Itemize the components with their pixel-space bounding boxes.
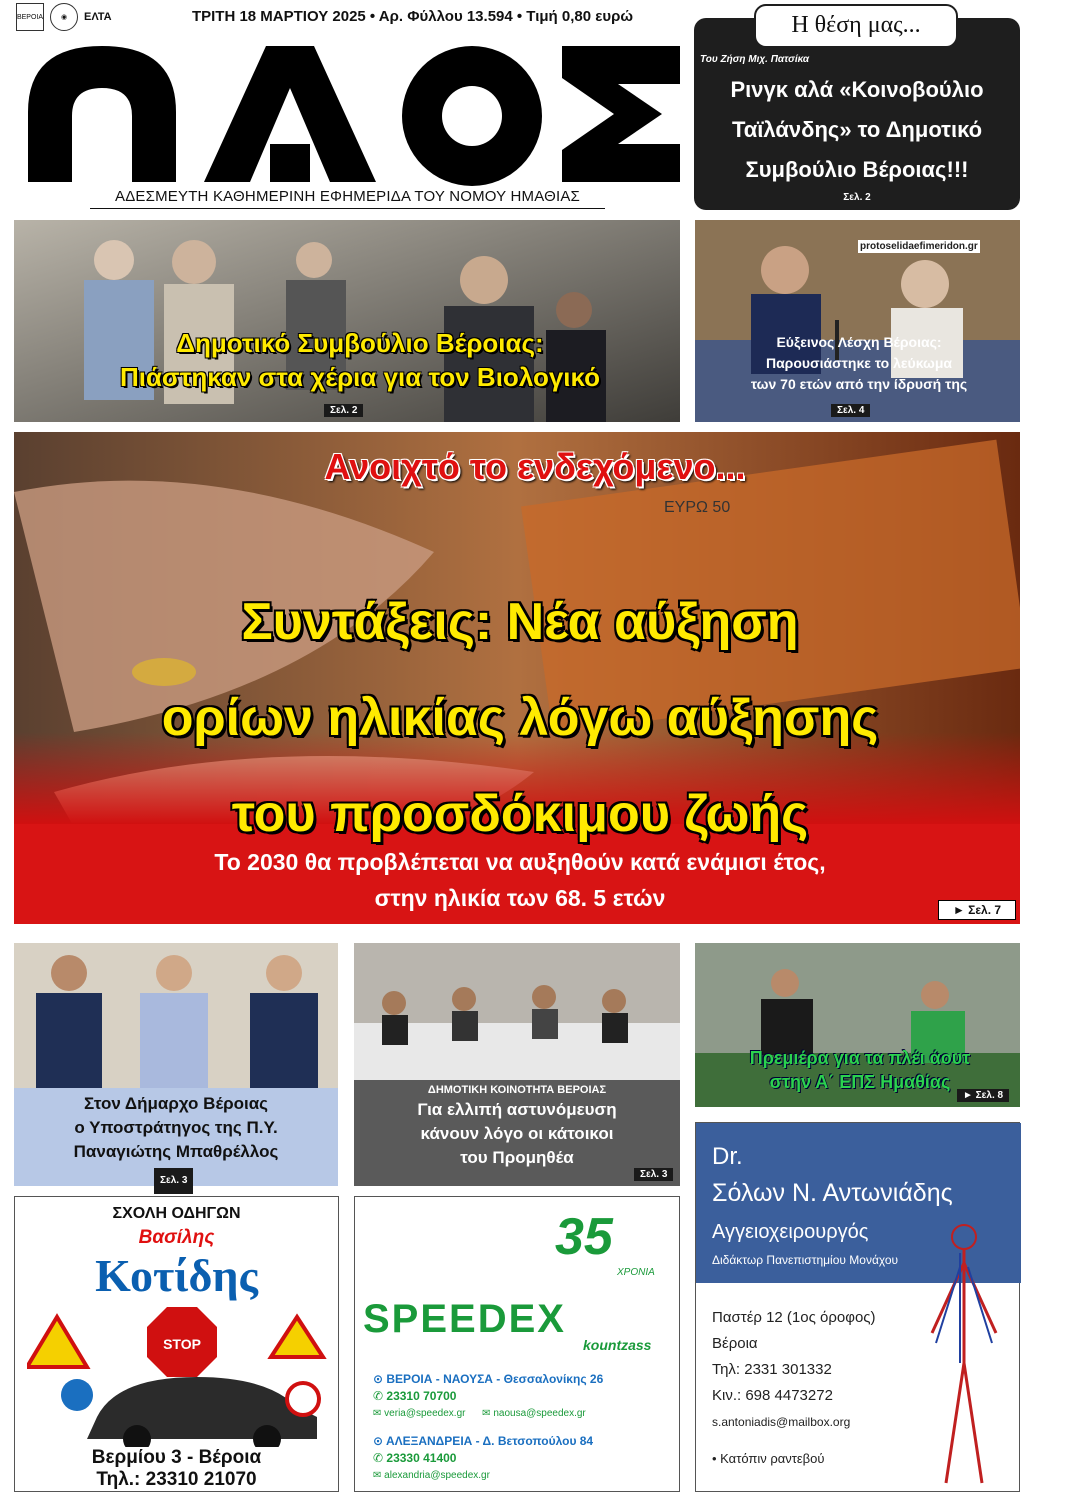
ad3-appointment: • Κατόπιν ραντεβού (712, 1451, 825, 1466)
story5-page-ref: ► Σελ. 8 (957, 1089, 1009, 1102)
main-headline[interactable]: Συντάξεις: Νέα αύξηση ορίων ηλικίας λόγω αύξησης του προσδόκιμου ζωής (161, 593, 879, 843)
story2-headline[interactable]: Εύξεινος Λέσχη Βέροιας: Παρουσιάστηκε το λεύκωμα των 70 ετών από την ίδρυσή της (750, 334, 968, 392)
story3-caption[interactable]: Στον Δήμαρχο Βέροιας ο Υποστράτηγος της Π.Υ. Παναγιώτης Μπαθρέλλος Σελ. 3 (14, 1088, 338, 1186)
elta-logo: ΕΛΤΑ (84, 11, 112, 23)
story4-photo[interactable] (354, 943, 680, 1080)
phone-icon: ✆ (373, 1451, 387, 1465)
ad1-first-name: Βασίλης (138, 1227, 215, 1248)
editorial-headline[interactable]: Ρινγκ αλά «Κοινοβούλιο Ταϊλάνδης» το Δημοτικό Συμβούλιο Βέροιας!!! (730, 77, 984, 182)
ad1-last-name: Κοτίδης (95, 1250, 258, 1301)
svg-text:STOP: STOP (163, 1336, 201, 1352)
editorial-author: Του Ζήση Μιχ. Πατσίκα (700, 54, 810, 65)
story4-page-ref: Σελ. 3 (634, 1168, 673, 1181)
location-icon: ⊙ (373, 1372, 387, 1386)
story2-page-ref: Σελ. 4 (831, 404, 870, 417)
ad1-contact: Βερμίου 3 - Βέροια Τηλ.: 23310 21070 (91, 1447, 262, 1490)
ad2-years: 35 (555, 1208, 613, 1266)
ad3-contact: Παστέρ 12 (1ος όροφος) Βέροια Τηλ: 2331 301332 Κιν.: 698 4473272 s.antoniadis@mailbox.org (712, 1309, 876, 1429)
story4-headline: Για ελλιπή αστυνόμευση κάνουν λόγο οι κάτοικοι του Προμηθέα (417, 1100, 617, 1167)
speedex-ad[interactable] (354, 1196, 680, 1492)
vascular-system-icon (922, 1223, 1006, 1489)
main-subheadline: Το 2030 θα προβλέπεται να αυξηθούν κατά ενάμισι έτος, στην ηλικία των 68. 5 ετών (214, 849, 826, 911)
location-icon: ⊙ (373, 1434, 386, 1448)
main-page-ref: ► Σελ. 7 (938, 900, 1016, 920)
ad3-name: Σόλων Ν. Αντωνιάδης (712, 1179, 953, 1207)
editorial-tab: Η θέση μας... (754, 4, 958, 48)
watermark: protoselidaefimeridon.gr (860, 241, 978, 252)
ad3-degree: Διδάκτωρ Πανεπιστημίου Μονάχου (712, 1253, 899, 1267)
doctor-ad[interactable] (695, 1122, 1020, 1492)
driving-school-ad[interactable] (14, 1196, 339, 1492)
story1-page-ref: Σελ. 2 (324, 404, 363, 417)
main-kicker: Ανοιχτό το ενδεχόμενο... (324, 446, 746, 487)
seal-icon: ◉ (50, 3, 78, 31)
story3-photo[interactable] (14, 943, 338, 1089)
svg-text:ΕΥΡΩ 50: ΕΥΡΩ 50 (664, 499, 731, 516)
ad2-years-label: ΧΡΟΝΙΑ (617, 1267, 655, 1278)
editorial-box[interactable] (694, 12, 1020, 210)
ad1-school: ΣΧΟΛΗ ΟΔΗΓΩΝ (112, 1205, 241, 1222)
story5-headline[interactable]: Πρεμιέρα για τα πλέι άουτ στην Α΄ ΕΠΣ Ημαθίας (749, 1048, 971, 1092)
officials-image (14, 943, 338, 1089)
story1-headline[interactable]: Δημοτικό Συμβούλιο Βέροιας: Πιάστηκαν στα χέρια για τον Βιολογικό (119, 328, 601, 392)
story3-page-ref: Σελ. 3 (154, 1168, 193, 1194)
mail-icon: ✉ (373, 1470, 385, 1481)
issue-badge: ΒΕΡΟΙΑ (16, 3, 44, 31)
masthead-badges (16, 4, 176, 30)
newspaper-logo (14, 32, 684, 192)
mail-icon: ✉ (482, 1408, 494, 1419)
mail-icon: ✉ (373, 1408, 385, 1419)
car-with-signs-icon (27, 1307, 327, 1447)
editorial-page-ref: Σελ. 2 (843, 192, 871, 203)
ad3-specialty: Αγγειοχειρουργός (712, 1221, 869, 1243)
meeting-image (354, 943, 680, 1080)
story4-caption[interactable] (354, 1080, 680, 1186)
ad2-sub: kountzass (583, 1337, 652, 1353)
story4-kicker: ΔΗΜΟΤΙΚΗ ΚΟΙΝΟΤΗΤΑ ΒΕΡΟΙΑΣ (427, 1084, 607, 1096)
ad3-dr: Dr. (712, 1143, 743, 1170)
tagline: ΑΔΕΣΜΕΥΤΗ ΚΑΘΗΜΕΡΙΝΗ ΕΦΗΜΕΡΙΔΑ ΤΟΥ ΝΟΜΟΥ ΗΜΑΘΙΑΣ (90, 188, 605, 209)
phone-icon: ✆ (373, 1389, 387, 1403)
ad2-brand: SPEEDEX (363, 1297, 566, 1341)
ad2-branch-alexandria: ⊙ ΑΛΕΞΑΝΔΡΕΙΑ - Δ. Βετσοπούλου 84 ✆ 23330 41400 ✉ alexandria@speedex.gr (373, 1434, 594, 1481)
ad2-branch-veria: ⊙ ΒΕΡΟΙΑ - ΝΑΟΥΣΑ - Θεσσαλονίκης 26 ✆ 23310 70700 ✉ veria@speedex.gr ✉ naousa@speedex.gr (373, 1372, 604, 1419)
issue-line: ΤΡΙΤΗ 18 ΜΑΡΤΙΟΥ 2025 • Αρ. Φύλλου 13.594 • Τιμή 0,80 ευρώ (191, 8, 634, 25)
